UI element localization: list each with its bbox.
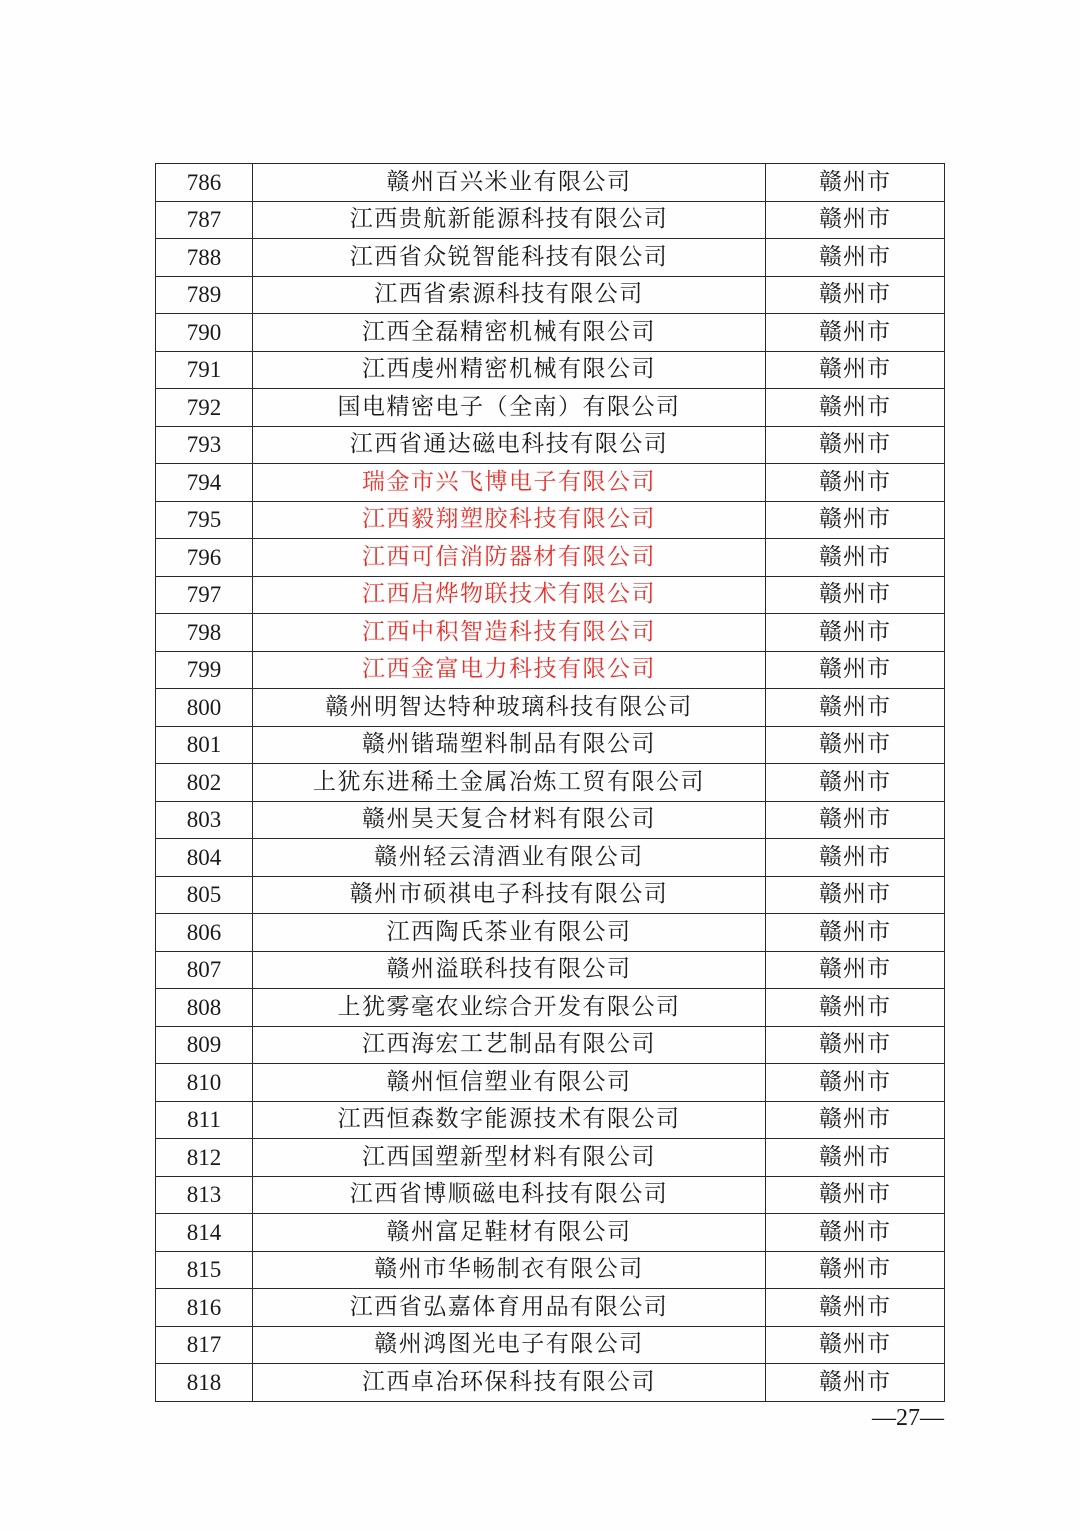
city-name: 赣州市 <box>766 1364 945 1402</box>
row-number: 806 <box>156 914 253 952</box>
city-name: 赣州市 <box>766 614 945 652</box>
table-row <box>156 839 945 877</box>
city-name: 赣州市 <box>766 1289 945 1327</box>
company-name: 江西毅翔塑胶科技有限公司 <box>253 501 766 539</box>
company-name: 赣州轻云清酒业有限公司 <box>253 839 766 877</box>
city-name: 赣州市 <box>766 914 945 952</box>
row-number: 814 <box>156 1214 253 1252</box>
company-name: 赣州鸿图光电子有限公司 <box>253 1326 766 1364</box>
table-row <box>156 914 945 952</box>
company-name: 赣州昊天复合材料有限公司 <box>253 801 766 839</box>
city-name: 赣州市 <box>766 1139 945 1177</box>
city-name: 赣州市 <box>766 351 945 389</box>
table-row <box>156 876 945 914</box>
company-name: 赣州市硕祺电子科技有限公司 <box>253 876 766 914</box>
row-number: 803 <box>156 801 253 839</box>
row-number: 795 <box>156 501 253 539</box>
city-name: 赣州市 <box>766 464 945 502</box>
row-number: 799 <box>156 651 253 689</box>
company-name: 江西省弘嘉体育用品有限公司 <box>253 1289 766 1327</box>
table-row <box>156 1064 945 1102</box>
company-list-table <box>155 163 945 1402</box>
row-number: 791 <box>156 351 253 389</box>
row-number: 812 <box>156 1139 253 1177</box>
city-name: 赣州市 <box>766 501 945 539</box>
company-name: 赣州富足鞋材有限公司 <box>253 1214 766 1252</box>
table-row <box>156 426 945 464</box>
table-row <box>156 764 945 802</box>
table-row <box>156 1364 945 1402</box>
table-body <box>156 164 945 1402</box>
row-number: 807 <box>156 951 253 989</box>
table-row <box>156 539 945 577</box>
row-number: 792 <box>156 389 253 427</box>
row-number: 808 <box>156 989 253 1027</box>
table-row <box>156 239 945 277</box>
city-name: 赣州市 <box>766 1026 945 1064</box>
city-name: 赣州市 <box>766 314 945 352</box>
company-name: 江西陶氏茶业有限公司 <box>253 914 766 952</box>
city-name: 赣州市 <box>766 201 945 239</box>
row-number: 801 <box>156 726 253 764</box>
company-name: 江西中积智造科技有限公司 <box>253 614 766 652</box>
row-number: 816 <box>156 1289 253 1327</box>
row-number: 802 <box>156 764 253 802</box>
row-number: 818 <box>156 1364 253 1402</box>
table-row <box>156 201 945 239</box>
table-row <box>156 989 945 1027</box>
company-name: 国电精密电子（全南）有限公司 <box>253 389 766 427</box>
city-name: 赣州市 <box>766 689 945 727</box>
company-name: 瑞金市兴飞博电子有限公司 <box>253 464 766 502</box>
row-number: 788 <box>156 239 253 277</box>
table-row <box>156 464 945 502</box>
company-name: 江西贵航新能源科技有限公司 <box>253 201 766 239</box>
row-number: 797 <box>156 576 253 614</box>
city-name: 赣州市 <box>766 1101 945 1139</box>
city-name: 赣州市 <box>766 801 945 839</box>
table-row <box>156 1139 945 1177</box>
row-number: 817 <box>156 1326 253 1364</box>
city-name: 赣州市 <box>766 1214 945 1252</box>
row-number: 787 <box>156 201 253 239</box>
row-number: 794 <box>156 464 253 502</box>
company-name: 江西恒森数字能源技术有限公司 <box>253 1101 766 1139</box>
city-name: 赣州市 <box>766 951 945 989</box>
page-number: —27— <box>872 1405 944 1431</box>
table-row <box>156 1026 945 1064</box>
company-name: 江西省通达磁电科技有限公司 <box>253 426 766 464</box>
table-row <box>156 951 945 989</box>
table-row <box>156 314 945 352</box>
table-row <box>156 1326 945 1364</box>
table-row <box>156 389 945 427</box>
row-number: 800 <box>156 689 253 727</box>
company-name: 赣州恒信塑业有限公司 <box>253 1064 766 1102</box>
city-name: 赣州市 <box>766 1251 945 1289</box>
table-row <box>156 689 945 727</box>
city-name: 赣州市 <box>766 651 945 689</box>
company-name: 赣州锴瑞塑料制品有限公司 <box>253 726 766 764</box>
table-row <box>156 276 945 314</box>
table-row <box>156 1101 945 1139</box>
city-name: 赣州市 <box>766 839 945 877</box>
row-number: 810 <box>156 1064 253 1102</box>
city-name: 赣州市 <box>766 726 945 764</box>
company-name: 上犹雾毫农业综合开发有限公司 <box>253 989 766 1027</box>
city-name: 赣州市 <box>766 539 945 577</box>
table-row <box>156 351 945 389</box>
row-number: 813 <box>156 1176 253 1214</box>
row-number: 804 <box>156 839 253 877</box>
row-number: 790 <box>156 314 253 352</box>
company-name: 上犹东进稀土金属冶炼工贸有限公司 <box>253 764 766 802</box>
city-name: 赣州市 <box>766 764 945 802</box>
company-name: 江西可信消防器材有限公司 <box>253 539 766 577</box>
company-name: 赣州明智达特种玻璃科技有限公司 <box>253 689 766 727</box>
city-name: 赣州市 <box>766 239 945 277</box>
company-name: 赣州市华畅制衣有限公司 <box>253 1251 766 1289</box>
row-number: 796 <box>156 539 253 577</box>
row-number: 815 <box>156 1251 253 1289</box>
company-name: 江西虔州精密机械有限公司 <box>253 351 766 389</box>
city-name: 赣州市 <box>766 426 945 464</box>
company-name: 赣州百兴米业有限公司 <box>253 164 766 202</box>
company-name: 江西启烨物联技术有限公司 <box>253 576 766 614</box>
city-name: 赣州市 <box>766 1176 945 1214</box>
row-number: 809 <box>156 1026 253 1064</box>
table-row <box>156 501 945 539</box>
company-name: 江西省索源科技有限公司 <box>253 276 766 314</box>
table-row <box>156 801 945 839</box>
company-name: 江西卓冶环保科技有限公司 <box>253 1364 766 1402</box>
company-name: 江西国塑新型材料有限公司 <box>253 1139 766 1177</box>
table-row <box>156 1214 945 1252</box>
table-row <box>156 726 945 764</box>
city-name: 赣州市 <box>766 1326 945 1364</box>
row-number: 805 <box>156 876 253 914</box>
company-name: 赣州溢联科技有限公司 <box>253 951 766 989</box>
row-number: 793 <box>156 426 253 464</box>
city-name: 赣州市 <box>766 389 945 427</box>
city-name: 赣州市 <box>766 1064 945 1102</box>
row-number: 786 <box>156 164 253 202</box>
company-name: 江西全磊精密机械有限公司 <box>253 314 766 352</box>
city-name: 赣州市 <box>766 989 945 1027</box>
city-name: 赣州市 <box>766 276 945 314</box>
table-row <box>156 651 945 689</box>
table-row <box>156 1251 945 1289</box>
table-row <box>156 1176 945 1214</box>
row-number: 798 <box>156 614 253 652</box>
table-row <box>156 614 945 652</box>
row-number: 811 <box>156 1101 253 1139</box>
table-row <box>156 576 945 614</box>
city-name: 赣州市 <box>766 576 945 614</box>
table-row <box>156 1289 945 1327</box>
company-name: 江西省博顺磁电科技有限公司 <box>253 1176 766 1214</box>
company-name: 江西海宏工艺制品有限公司 <box>253 1026 766 1064</box>
company-name: 江西金富电力科技有限公司 <box>253 651 766 689</box>
table-row <box>156 164 945 202</box>
company-name: 江西省众锐智能科技有限公司 <box>253 239 766 277</box>
city-name: 赣州市 <box>766 164 945 202</box>
city-name: 赣州市 <box>766 876 945 914</box>
row-number: 789 <box>156 276 253 314</box>
